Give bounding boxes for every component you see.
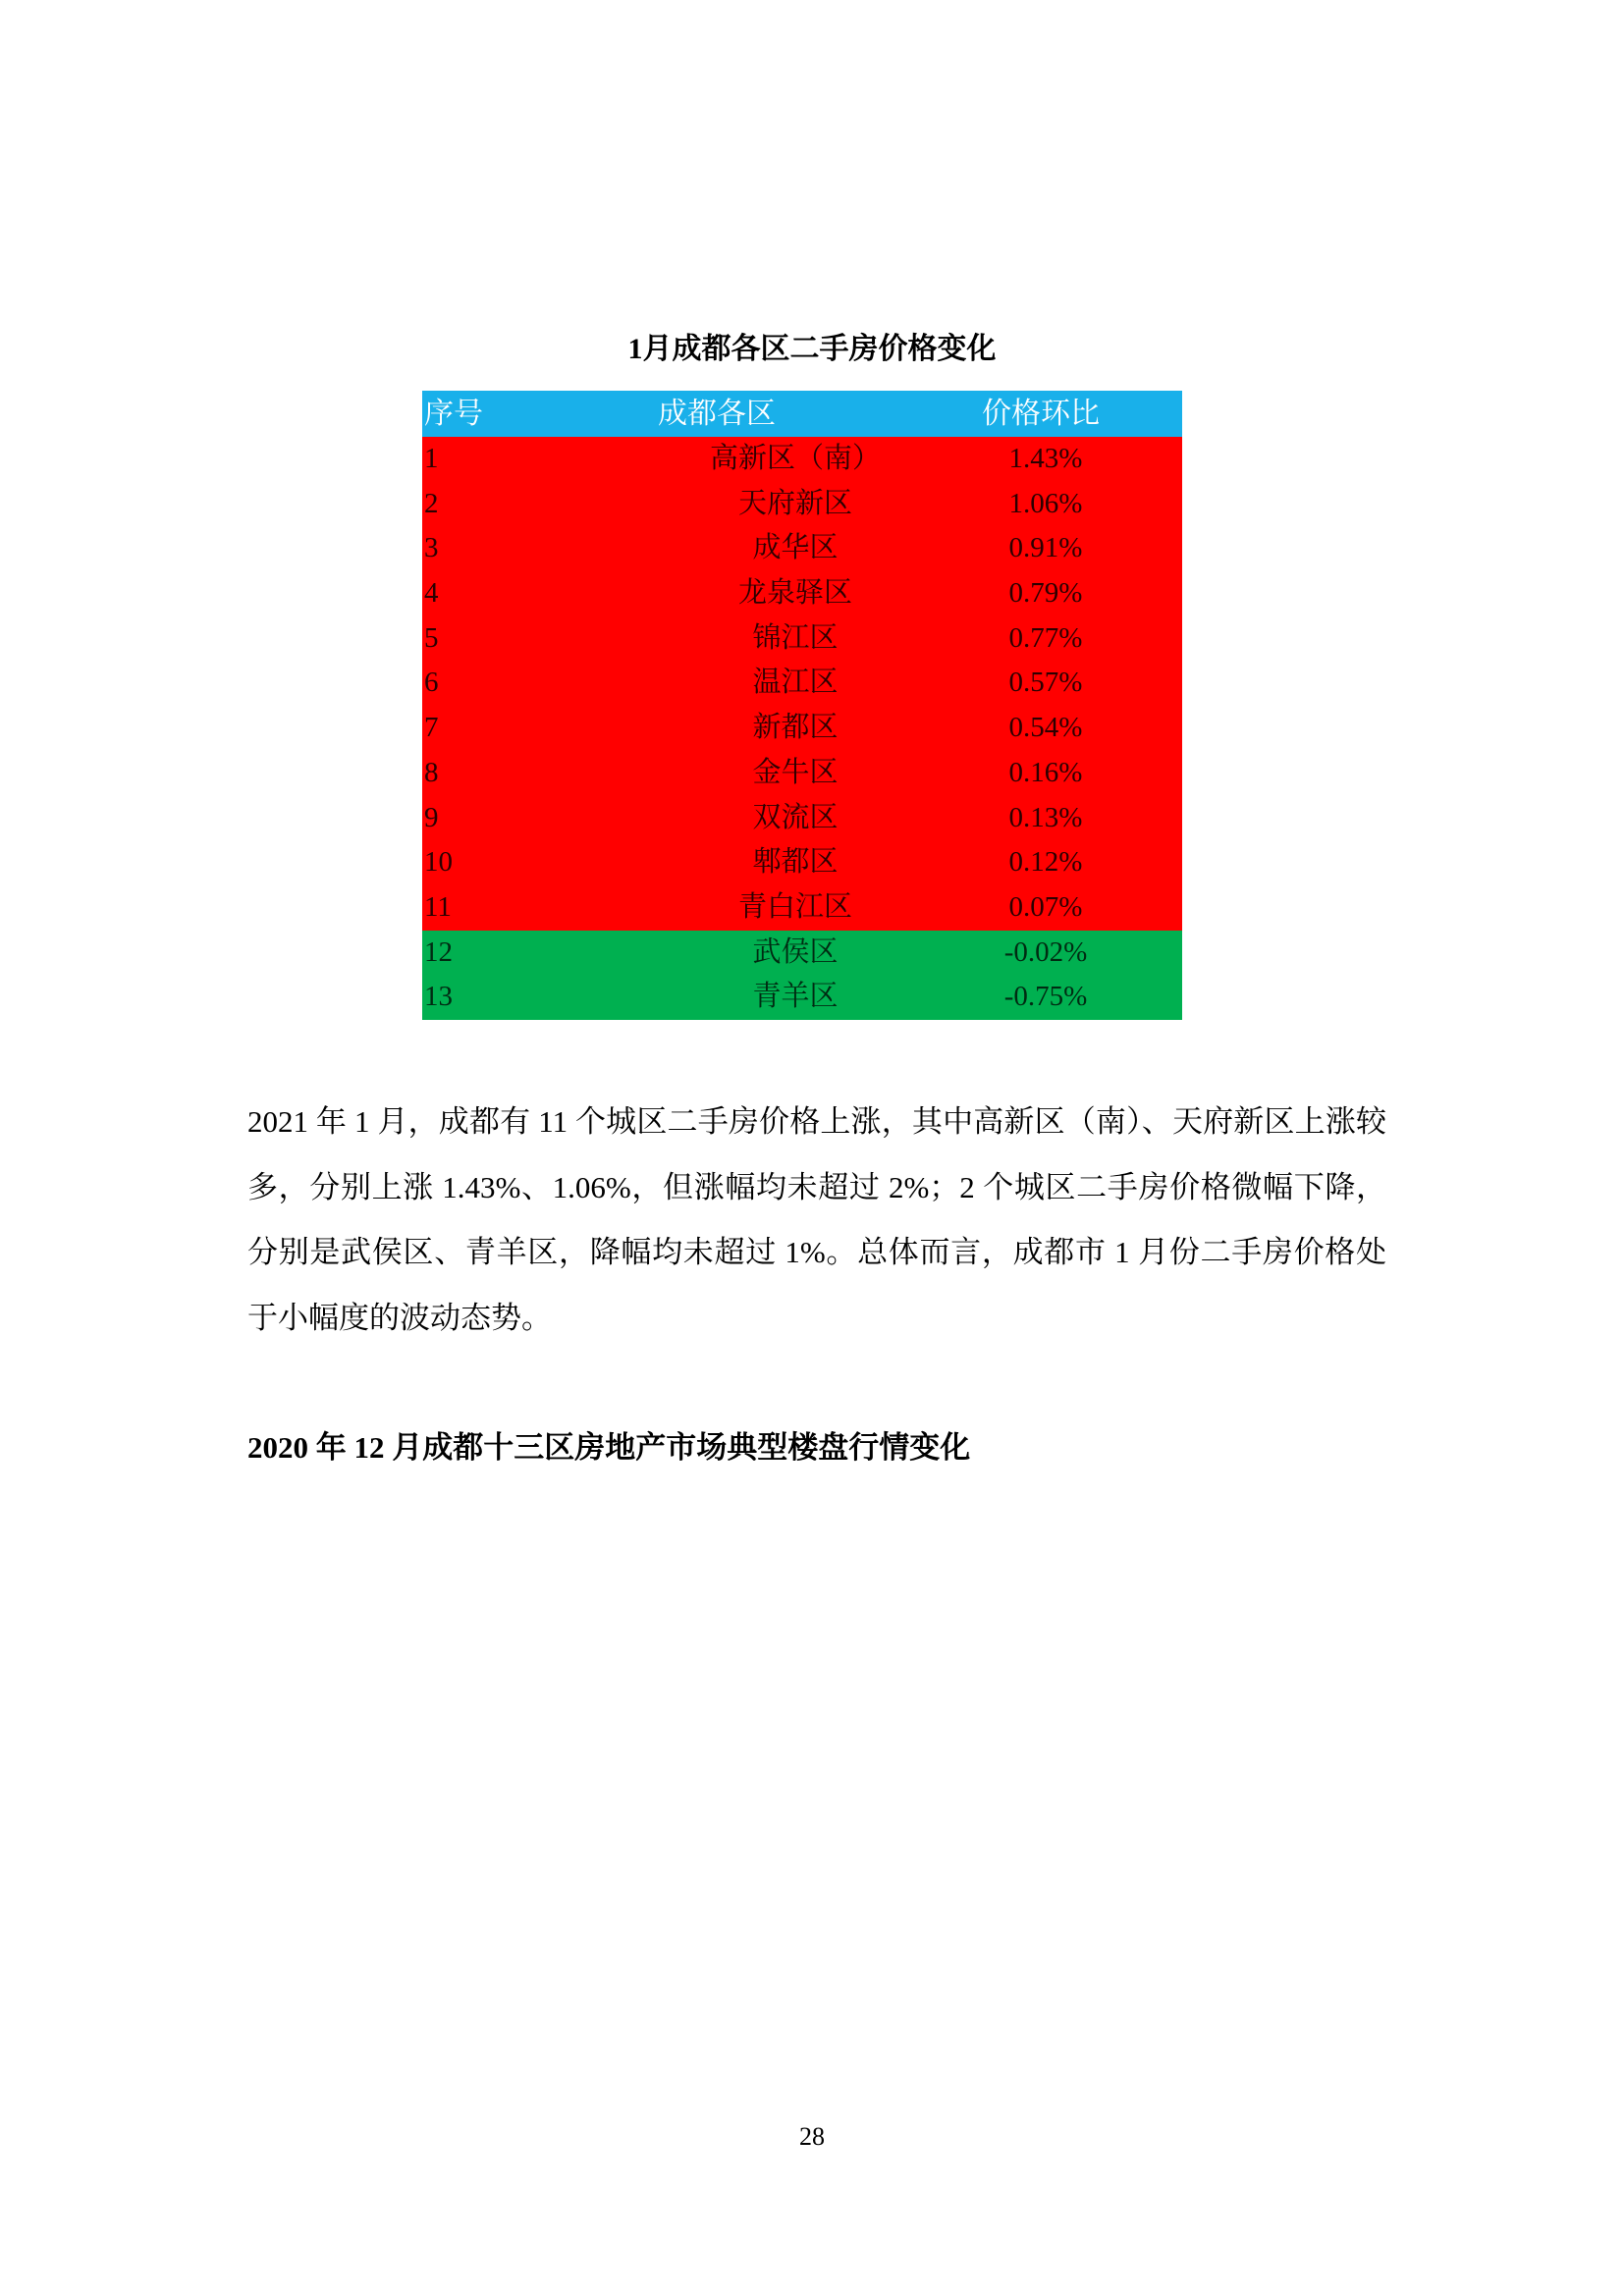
table-row <box>422 437 1182 482</box>
table-row <box>422 526 1182 571</box>
row-change: 1.43% <box>1008 443 1083 474</box>
row-index: 9 <box>424 801 439 833</box>
row-change: 0.13% <box>1008 801 1083 833</box>
price-change-table <box>422 391 1182 1020</box>
row-district: 高新区（南） <box>709 443 881 474</box>
header-index: 序号 <box>424 398 483 430</box>
row-index: 1 <box>424 443 439 474</box>
row-change: 0.54% <box>1008 712 1083 744</box>
table-row <box>422 706 1182 751</box>
row-index: 13 <box>424 981 453 1013</box>
row-index: 10 <box>424 846 453 879</box>
row-index: 7 <box>424 712 439 744</box>
table-row <box>422 616 1182 662</box>
row-index: 12 <box>424 935 453 968</box>
row-district: 郫都区 <box>752 846 839 879</box>
table-row <box>422 840 1182 885</box>
row-district: 新都区 <box>752 712 839 744</box>
row-index: 3 <box>424 532 439 564</box>
row-index: 8 <box>424 756 439 788</box>
row-change: -0.75% <box>1003 981 1088 1013</box>
table-row <box>422 931 1182 976</box>
row-index: 11 <box>424 890 452 923</box>
row-district: 成华区 <box>752 532 839 564</box>
row-change: -0.02% <box>1003 935 1088 968</box>
row-change: 0.12% <box>1008 846 1083 879</box>
row-change: 0.79% <box>1008 577 1083 610</box>
row-change: 0.91% <box>1008 532 1083 564</box>
row-index: 4 <box>424 577 439 610</box>
body-paragraph: 2021 年 1 月，成都有 11 个城区二手房价格上涨，其中高新区（南）、天府新区上涨较多，分别上涨 1.43%、1.06%，但涨幅均未超过 2%；2 个城区二手房价格微幅下降，分别是武侯区、青羊区，降幅均未超过 1%。总体而言，成都市 1 月份二手房价格处于小幅度的波动态势。 <box>247 1104 1386 1335</box>
table-row <box>422 975 1182 1020</box>
table-body <box>422 437 1182 1020</box>
row-district: 龙泉驿区 <box>737 577 852 610</box>
row-district: 天府新区 <box>737 487 852 519</box>
table-header-row <box>422 391 1182 437</box>
section-heading: 2020 年 12 月成都十三区房地产市场典型楼盘行情变化 <box>247 1430 971 1465</box>
table-row <box>422 482 1182 527</box>
row-district: 锦江区 <box>752 621 839 654</box>
row-district: 青白江区 <box>737 890 852 923</box>
row-change: 0.57% <box>1008 667 1083 699</box>
row-district: 温江区 <box>752 667 839 699</box>
row-district: 金牛区 <box>752 756 839 788</box>
header-district: 成都各区 <box>658 398 776 430</box>
table-row <box>422 796 1182 841</box>
row-change: 0.77% <box>1008 621 1083 654</box>
row-index: 6 <box>424 667 439 699</box>
table-title: 1月成都各区二手房价格变化 <box>627 333 997 365</box>
table-row <box>422 885 1182 931</box>
row-index: 2 <box>424 487 439 519</box>
table-row <box>422 661 1182 706</box>
row-district: 武侯区 <box>752 935 839 968</box>
header-change: 价格环比 <box>982 398 1100 430</box>
table-row <box>422 751 1182 796</box>
row-index: 5 <box>424 621 439 654</box>
row-change: 0.07% <box>1008 890 1083 923</box>
table-row <box>422 571 1182 616</box>
row-district: 青羊区 <box>752 981 839 1013</box>
row-change: 1.06% <box>1008 487 1083 519</box>
page-number: 28 <box>799 2122 825 2151</box>
row-change: 0.16% <box>1008 756 1083 788</box>
row-district: 双流区 <box>752 801 839 833</box>
